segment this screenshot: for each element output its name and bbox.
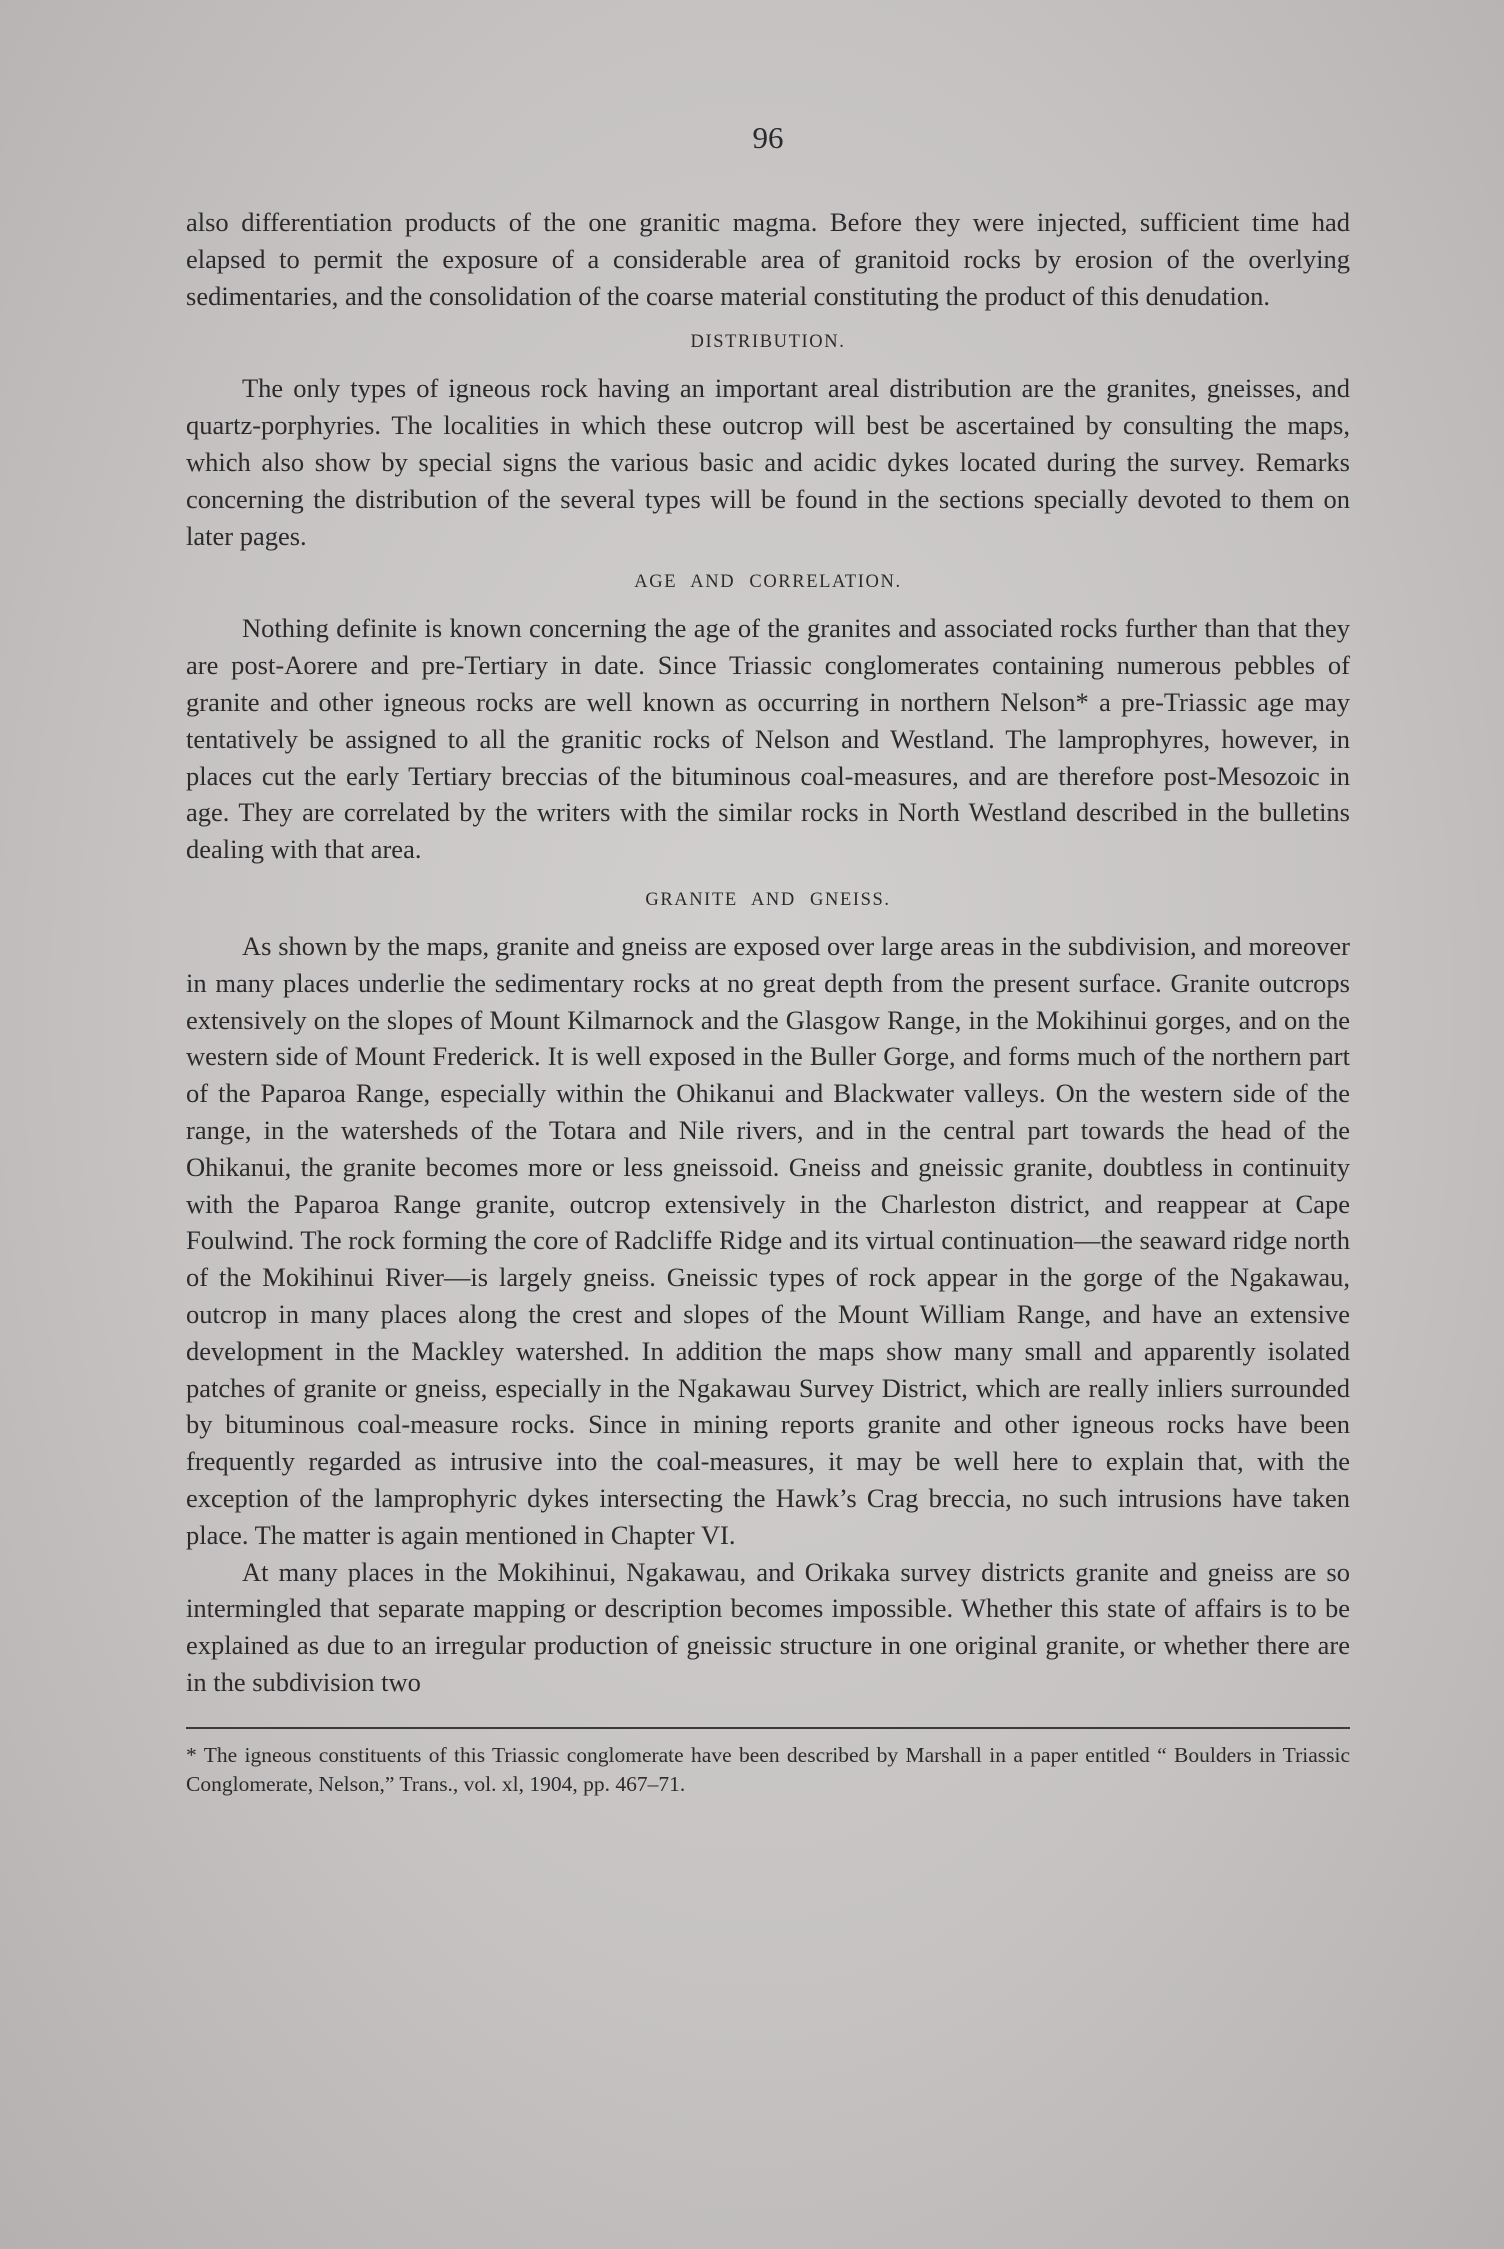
page-content [186, 116, 1350, 1799]
section-heading-age-correlation: AGE AND CORRELATION. [634, 572, 902, 593]
footnote: * The igneous constituents of this Triassic conglomerate have been described by Marshall in a paper entitled “ Boulders in Triassic Conglomerate, Nelson,” Trans., vol. xl, 1904, pp. 467–71. [186, 1742, 1350, 1796]
intro-paragraph: also differentiation products of the one granitic magma. Before they were injected, sufficient time had elapsed to permit the exposure of a considerable area of granitoid rocks by erosion of the overlying sedimentaries, and the consolidation of the coarse material constituting the product of this denudation. [186, 207, 1350, 311]
age-correlation-paragraph: Nothing definite is known concerning the age of the granites and associated rocks further than that they are post-Aorere and pre-Tertiary in date. Since Triassic conglomerates containing numerous pebbles of granite and other igneous rocks are well known as occurring in northern Nelson* a pre-Triassic age may tentatively be assigned to all the granitic rocks of Nelson and Westland. The lamprophyres, however, in places cut the early Tertiary breccias of the bituminous coal-measures, and are therefore post-Mesozoic in age. They are correlated by the writers with the similar rocks in North Westland described in the bulletins dealing with that area. [186, 613, 1350, 865]
page-number: 96 [752, 120, 784, 155]
granite-gneiss-paragraph-2: At many places in the Mokihinui, Ngakawau, and Orikaka survey districts granite and gneiss are so intermingled that separate mapping or description becomes impossible. Whether this state of affairs is to be explained as due to an irregular production of gneissic structure in one original granite, or whether there are in the subdivision two [186, 1556, 1350, 1697]
section-heading-granite-gneiss: GRANITE AND GNEISS. [645, 889, 891, 910]
footnote-divider [186, 1727, 1350, 1729]
granite-gneiss-paragraph-1: As shown by the maps, granite and gneiss are exposed over large areas in the subdivision, and moreover in many places underlie the sedimentary rocks at no great depth from the present surface. Granite outcrops extensively on the slopes of Mount Kilmarnock and the Glasgow Range, in the Mokihinui gorges, and on the western side of Mount Frederick. It is well exposed in the Buller Gorge, and forms much of the northern part of the Paparoa Range, especially within the Ohikanui and Blackwater valleys. On the western side of the range, in the watersheds of the Totara and Nile rivers, and in the central part towards the head of the Ohikanui, the granite becomes more or less gneissoid. Gneiss and gneissic granite, doubtless in continuity with the Paparoa Range granite, outcrop extensively in the Charleston district, and reappear at Cape Foulwind. The rock forming the core of Radcliffe Ridge and its virtual continuation—the seaward ridge north of the Mokihinui River—is largely gneiss. Gneissic types of rock appear in the gorge of the Ngakawau, outcrop in many places along the crest and slopes of the Mount William Range, and have an extensive development in the Mackley watershed. In addition the maps show many small and apparently isolated patches of granite or gneiss, especially in the Ngakawau Survey District, which are really inliers surrounded by bituminous coal-measure rocks. Since in mining reports granite and other igneous rocks have been frequently regarded as intrusive into the coal-measures, it may be well here to explain that, with the exception of the lamprophyric dykes intersecting the Hawk’s Crag breccia, no such intrusions have taken place. The matter is again mentioned in Chapter VI. [186, 930, 1350, 1550]
section-heading-distribution: DISTRIBUTION. [690, 332, 846, 353]
distribution-paragraph: The only types of igneous rock having an important areal distribution are the granites, gneisses, and quartz-porphyries. The localities in which these outcrop will best be ascertained by consulting the maps, which also show by special signs the various basic and acidic dykes located during the survey. Remarks concerning the distribution of the several types will be found in the sections specially devoted to them on later pages. [186, 373, 1350, 551]
